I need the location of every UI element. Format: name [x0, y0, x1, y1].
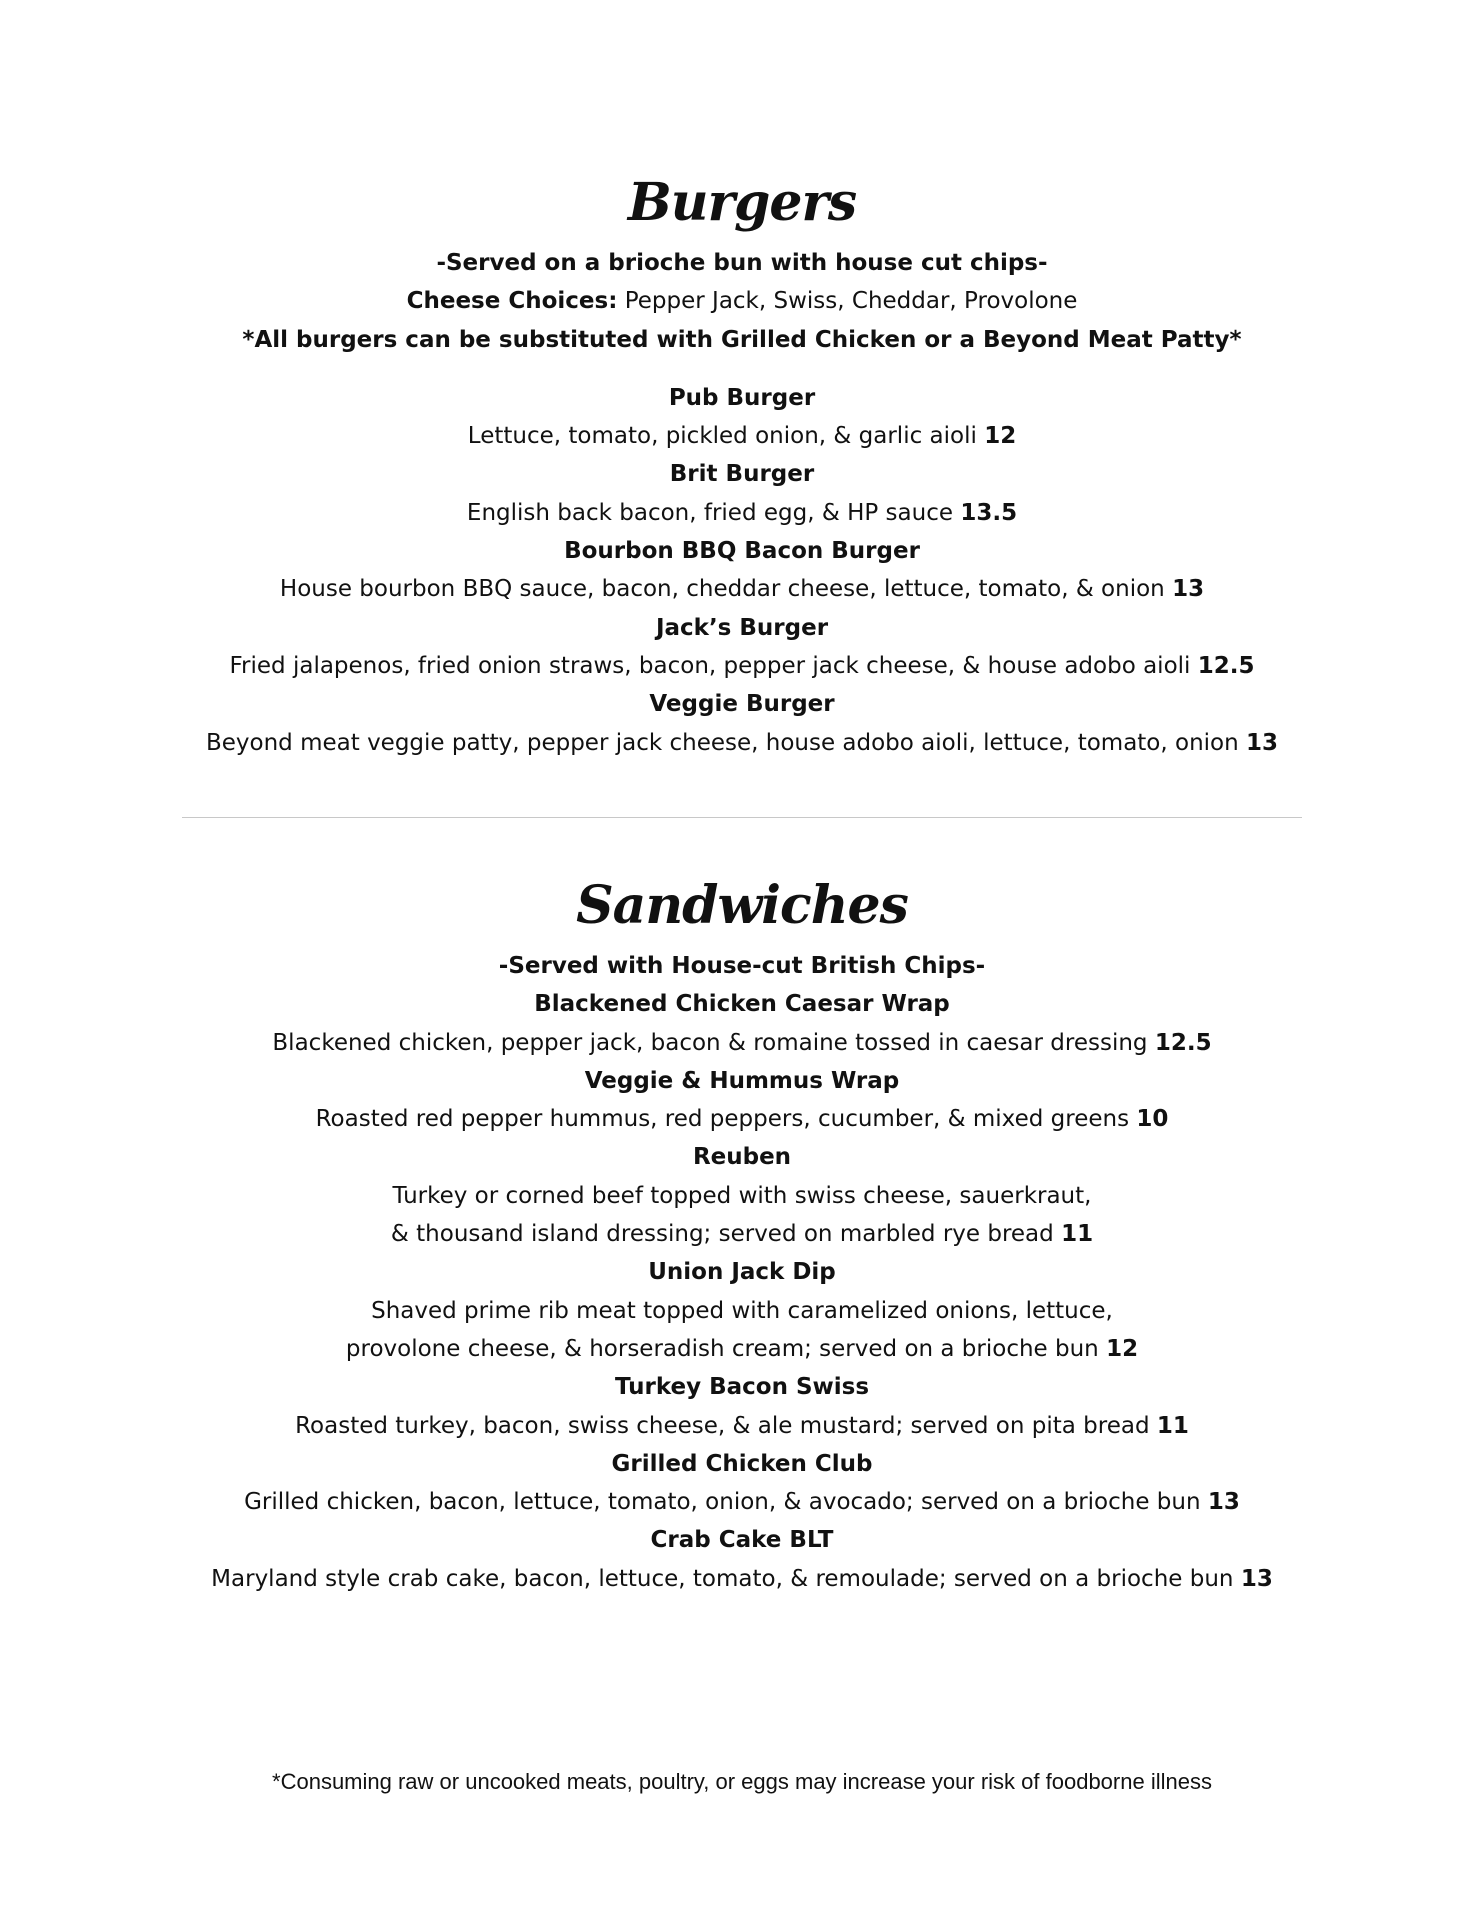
menu-item-description-line1: Shaved prime rib meat topped with caramelized onions, lettuce,: [371, 1297, 1113, 1324]
food-safety-footnote: *Consuming raw or uncooked meats, poultry, or eggs may increase your risk of foodborne illness: [272, 1769, 1212, 1794]
menu-item-name: Bourbon BBQ Bacon Burger: [564, 538, 920, 565]
menu-item-description: English back bacon, fried egg, & HP sauce 13.5: [466, 499, 1018, 526]
menu-item-description: Fried jalapenos, fried onion straws, bacon, pepper jack cheese, & house adobo aioli 12.5: [229, 652, 1255, 679]
menu-item-description: House bourbon BBQ sauce, bacon, cheddar cheese, lettuce, tomato, & onion 13: [279, 576, 1205, 603]
menu-item-name: Blackened Chicken Caesar Wrap: [534, 991, 950, 1018]
menu-item-name: Jack’s Burger: [655, 614, 829, 641]
menu-item-price: 12.5: [1197, 652, 1255, 679]
menu-item-description: & thousand island dressing; served on marbled rye bread 11: [390, 1221, 1094, 1248]
menu-item-price: 12: [1106, 1335, 1139, 1362]
burgers-title: Burgers: [627, 172, 857, 233]
menu-item-name: Turkey Bacon Swiss: [614, 1374, 870, 1401]
menu-item-price: 13.5: [960, 499, 1018, 526]
menu-item-description: Blackened chicken, pepper jack, bacon & romaine tossed in caesar dressing 12.5: [272, 1029, 1212, 1056]
menu-item-description: provolone cheese, & horseradish cream; served on a brioche bun 12: [345, 1335, 1139, 1362]
menu-item-name: Veggie & Hummus Wrap: [584, 1067, 900, 1094]
cheese-choices: [0, 282, 1484, 320]
menu-item-price: 12: [984, 423, 1017, 450]
cheese-choices-options: Pepper Jack, Swiss, Cheddar, Provolone: [617, 288, 1078, 315]
section-divider: [182, 817, 1302, 818]
burgers-substitution-note: *All burgers can be substituted with Grilled Chicken or a Beyond Meat Patty*: [242, 326, 1242, 353]
menu-item-description: Beyond meat veggie patty, pepper jack cheese, house adobo aioli, lettuce, tomato, onion 13: [205, 729, 1279, 756]
menu-item-description: Roasted turkey, bacon, swiss cheese, & ale mustard; served on pita bread 11: [295, 1412, 1189, 1439]
menu-item-name: Brit Burger: [669, 461, 815, 488]
burgers-section: [0, 168, 1484, 762]
sandwiches-section: [0, 871, 1484, 1598]
menu-item-name: Grilled Chicken Club: [611, 1450, 873, 1477]
menu-item-price: 13: [1240, 1565, 1273, 1592]
menu-item-description: Maryland style crab cake, bacon, lettuce, tomato, & remoulade; served on a brioche bun 13: [211, 1565, 1273, 1592]
menu-item-name: Veggie Burger: [649, 691, 835, 718]
menu-item-price: 13: [1207, 1489, 1240, 1516]
menu-item-name: Union Jack Dip: [648, 1259, 836, 1286]
menu-item-description: Grilled chicken, bacon, lettuce, tomato, onion, & avocado; served on a brioche bun 13: [244, 1489, 1240, 1516]
menu-item-name: Reuben: [692, 1144, 792, 1171]
cheese-choices-label: Cheese Choices:: [406, 288, 618, 315]
menu-item-price: 13: [1172, 576, 1205, 603]
menu-item-name: Pub Burger: [668, 384, 816, 411]
menu-item-price: 11: [1061, 1221, 1094, 1248]
sandwiches-title: Sandwiches: [576, 875, 908, 936]
menu-item-price: 13: [1246, 729, 1279, 756]
menu-item-price: 12.5: [1154, 1029, 1212, 1056]
menu-item-description: Roasted red pepper hummus, red peppers, cucumber, & mixed greens 10: [315, 1106, 1169, 1133]
menu-item-price: 10: [1136, 1106, 1169, 1133]
menu-item-description-line1: Turkey or corned beef topped with swiss cheese, sauerkraut,: [392, 1182, 1092, 1209]
burgers-served-note: -Served on a brioche bun with house cut chips-: [436, 250, 1048, 276]
menu-item-price: 11: [1156, 1412, 1189, 1439]
sandwiches-served-note: -Served with House-cut British Chips-: [498, 953, 986, 979]
menu-item-name: Crab Cake BLT: [650, 1527, 834, 1554]
menu-item-description: Lettuce, tomato, pickled onion, & garlic aioli 12: [467, 423, 1017, 450]
